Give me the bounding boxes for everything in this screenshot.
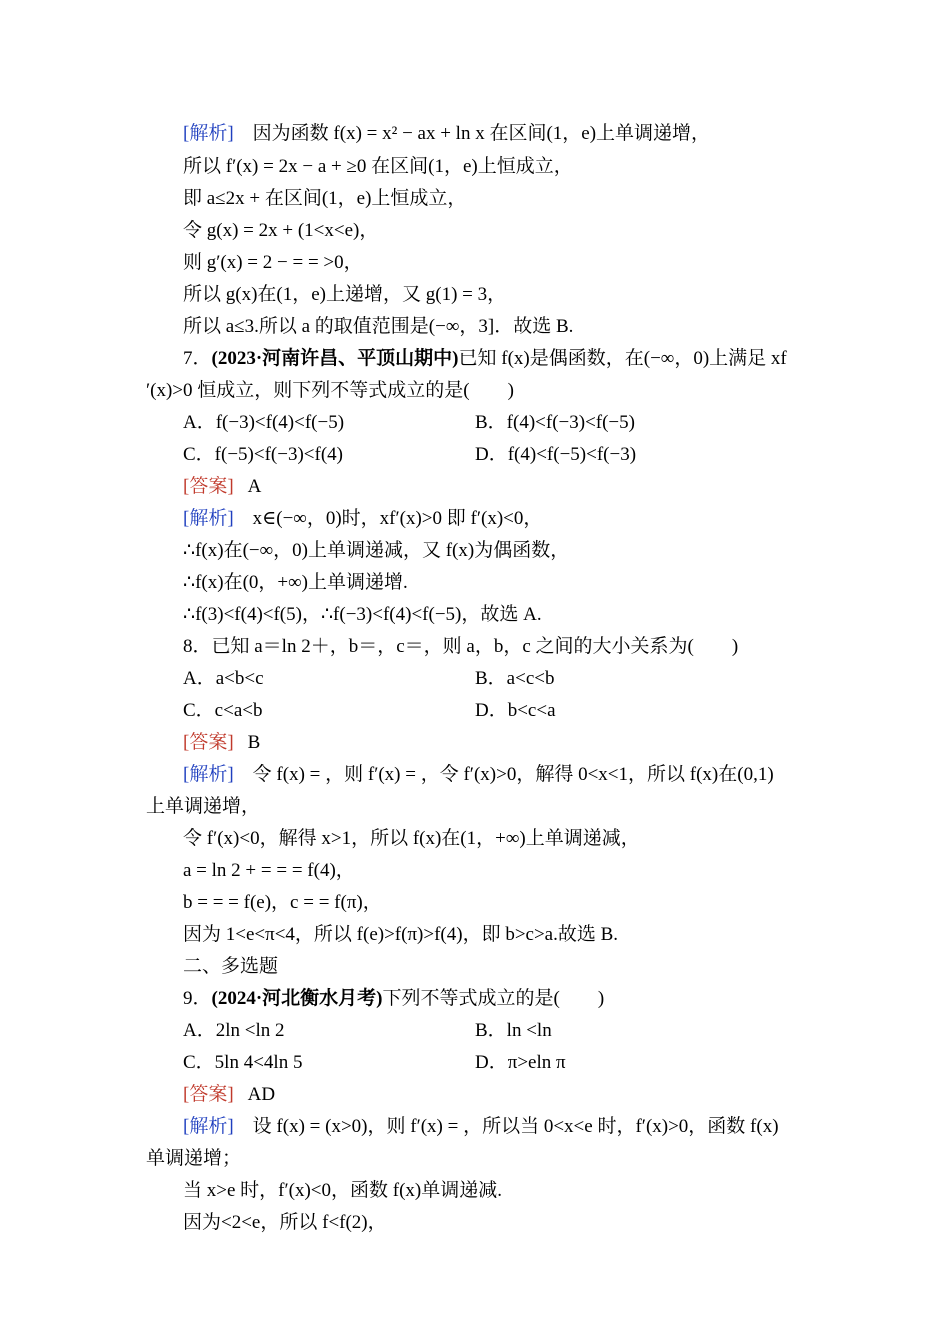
- analysis-line: 则 g′(x) = 2 − = = >0，: [183, 252, 363, 273]
- option-b: B．ln <ln: [475, 1020, 552, 1041]
- jiexi-label: [解析]: [183, 1116, 234, 1137]
- question-9-stem: 9．(2024·河北衡水月考)下列不等式成立的是( ): [183, 988, 605, 1009]
- option-c: C．5ln 4<4ln 5: [183, 1052, 303, 1073]
- option-a: A．f(−3)<f(4)<f(−5): [183, 412, 345, 433]
- jiexi-label: [解析]: [183, 764, 234, 785]
- answer-line: [183, 1082, 275, 1108]
- option-row: [183, 410, 344, 436]
- section-heading: 二、多选题: [183, 956, 279, 977]
- option-c: C．f(−5)<f(−3)<f(4): [183, 444, 343, 465]
- option-a: A．a<b<c: [183, 668, 264, 689]
- analysis-line: b = = = f(e)，c = = f(π)，: [183, 892, 382, 913]
- daan-label: [答案]: [183, 476, 234, 497]
- analysis-line: ∴f(3)<f(4)<f(5)，∴f(−3)<f(4)<f(−5)，故选 A.: [183, 604, 542, 625]
- answer-line: [183, 730, 260, 756]
- analysis-line: 令 g(x) = 2x + (1<x<e)，: [183, 220, 379, 241]
- analysis-line: 因为<2<e，所以 f<f(2)，: [183, 1212, 387, 1233]
- daan-label: [答案]: [183, 732, 234, 753]
- question-source: (2024·河北衡水月考): [211, 988, 383, 1009]
- analysis-line: 当 x>e 时，f′(x)<0，函数 f(x)单调递减.: [183, 1180, 502, 1201]
- answer-value: AD: [247, 1084, 276, 1105]
- option-c: C．c<a<b: [183, 700, 263, 721]
- daan-label: [答案]: [183, 1084, 234, 1105]
- option-b: B．f(4)<f(−3)<f(−5): [475, 412, 635, 433]
- analysis-line-wrap: 上单调递增，: [146, 796, 261, 817]
- analysis-line: [解析] 设 f(x) = (x>0)，则 f′(x) = ，所以当 0<x<e 时，f′(x)>0，函数 f(x): [183, 1116, 779, 1137]
- option-d: D．f(4)<f(−5)<f(−3): [475, 444, 637, 465]
- jiexi-label: [解析]: [183, 508, 234, 529]
- analysis-line: 令 f′(x)<0，解得 x>1，所以 f(x)在(1，+∞)上单调递减，: [183, 828, 640, 849]
- question-7-stem: 7．(2023·河南许昌、平顶山期中)已知 f(x)是偶函数，在(−∞，0)上满足 xf: [183, 348, 787, 369]
- question-7-stem-wrap: ′(x)>0 恒成立，则下列不等式成立的是( ): [146, 380, 514, 401]
- option-b: B．a<c<b: [475, 668, 555, 689]
- answer-value: B: [247, 732, 261, 753]
- question-source: (2023·河南许昌、平顶山期中): [211, 348, 459, 369]
- analysis-line: a = ln 2 + = = = f(4)，: [183, 860, 355, 881]
- answer-line: [183, 474, 261, 500]
- analysis-line-wrap: 单调递增；: [146, 1148, 242, 1169]
- analysis-line: [解析] x∈(−∞，0)时，xf′(x)>0 即 f′(x)<0，: [183, 508, 543, 529]
- jiexi-label: [解析]: [183, 123, 234, 144]
- option-a: A．2ln <ln 2: [183, 1020, 285, 1041]
- analysis-line: ∴f(x)在(0，+∞)上单调递增.: [183, 572, 408, 593]
- analysis-line: 所以 g(x)在(1，e)上递增，又 g(1) = 3，: [183, 284, 507, 305]
- analysis-line: [解析] 因为函数 f(x) = x² − ax + ln x 在区间(1，e)上单调递增，: [183, 123, 711, 144]
- analysis-line: 因为 1<e<π<4，所以 f(e)>f(π)>f(4)，即 b>c>a.故选 B.: [183, 924, 619, 945]
- analysis-line: 所以 a≤3.所以 a 的取值范围是(−∞，3]．故选 B.: [183, 316, 574, 337]
- analysis-line: [解析] 令 f(x) = ，则 f′(x) = ，令 f′(x)>0，解得 0<x<1，所以 f(x)在(0,1): [183, 764, 774, 785]
- analysis-line: 所以 f′(x) = 2x − a + ≥0 在区间(1，e)上恒成立，: [183, 156, 573, 177]
- answer-value: A: [247, 476, 262, 497]
- question-8-stem: 8．已知 a＝ln 2＋，b＝，c＝，则 a，b，c 之间的大小关系为( ): [183, 636, 739, 657]
- option-d: D．b<c<a: [475, 700, 556, 721]
- analysis-line: ∴f(x)在(−∞，0)上单调递减，又 f(x)为偶函数，: [183, 540, 570, 561]
- analysis-line: 即 a≤2x + 在区间(1，e)上恒成立，: [183, 188, 467, 209]
- option-d: D．π>eln π: [475, 1052, 566, 1073]
